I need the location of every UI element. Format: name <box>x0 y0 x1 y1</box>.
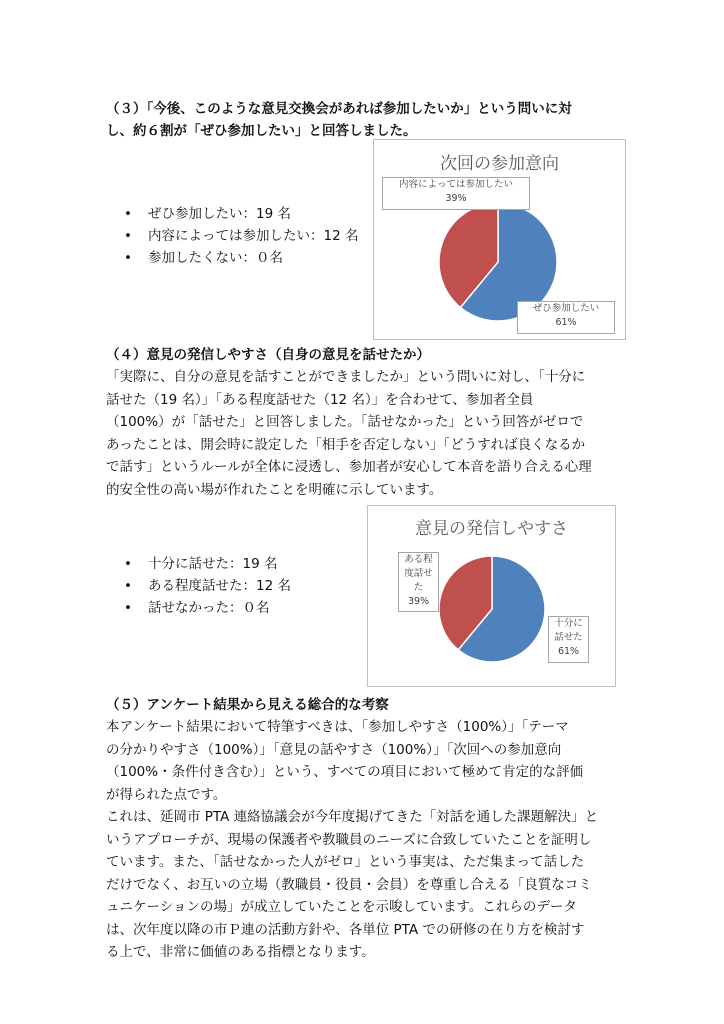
bullet-item: • 参加したくない：０名 <box>124 247 358 269</box>
section4-bullet-list <box>124 553 291 619</box>
data-label-yes <box>517 301 615 334</box>
data-label-name-line: 十分に <box>554 618 583 629</box>
bullet-item: • ある程度話せた：12 名 <box>124 575 291 597</box>
paragraph-line: が得られた点です。 <box>106 786 227 803</box>
data-label-somewhat <box>398 552 439 612</box>
data-label-depends <box>382 177 530 210</box>
data-label-fully <box>548 616 589 663</box>
participation-intent-chart <box>373 139 626 340</box>
data-label-name: ぜひ参加したい <box>532 303 600 314</box>
section3-heading <box>106 98 572 142</box>
data-label-value: 61% <box>555 317 577 328</box>
bullet-item: • 話せなかった：０名 <box>124 597 291 619</box>
data-label-name-line: ある程 <box>404 554 433 565</box>
paragraph-line: 的安全性の高い場が作れたことを明確に示しています。 <box>106 481 443 498</box>
chart-title: 意見の発信しやすさ <box>415 519 568 539</box>
paragraph-line: これは、延岡市 PTA 連絡協議会が今年度掲げてきた「対話を通した課題解決」と <box>106 809 599 825</box>
chart-title: 次回の参加意向 <box>440 154 559 174</box>
bullet-item: • 内容によっては参加したい：12 名 <box>124 225 358 247</box>
section5-heading: （５）アンケート結果から見える総合的な考察 <box>106 697 389 713</box>
paragraph-line: は、次年度以降の市Ｐ連の活動方針や、各単位 PTA での研修の在り方を検討す <box>106 921 585 938</box>
paragraph-line: ュニケーションの場」が成立していたことを示唆しています。これらのデータ <box>106 899 577 915</box>
data-label-value: 61% <box>557 646 580 657</box>
paragraph-line: 本アンケート結果において特筆すべきは、「参加しやすさ（100%）」「テーマ <box>106 719 569 735</box>
data-label-name-line: 度話せ <box>404 568 433 579</box>
section3-heading-line: し、約６割が「ぜひ参加したい」と回答しました。 <box>106 123 417 139</box>
data-label-name-line: た <box>413 582 424 593</box>
paragraph-line: あったことは、開会時に設定した「相手を否定しない」「どうすれば良くなるか <box>106 436 586 453</box>
paragraph-line: （100%・条件付き含む）」という、すべての項目において極めて肯定的な評価 <box>106 764 584 780</box>
paragraph-line: 話せた（19 名）」「ある程度話せた（12 名）」を合わせて、参加者全員 <box>106 391 534 408</box>
data-label-name-line: 話せた <box>554 632 583 643</box>
paragraph-line: の分かりやすさ（100%）」「意見の話やすさ（100%）」「次回への参加意向 <box>106 741 562 758</box>
paragraph-line: 「実際に、自分の意見を話すことができましたか」という問いに対し、「十分に <box>106 369 586 385</box>
section3-heading-line: （３）「今後、このような意見交換会があれば参加したいか」という問いに対 <box>106 101 572 117</box>
section5-paragraph <box>106 716 598 964</box>
data-label-name: 内容によっては参加したい <box>398 179 513 190</box>
paragraph-line: ています。また、「話せなかった人がゼロ」という事実は、ただ集まって話した <box>106 854 585 870</box>
bullet-item: • ぜひ参加したい：19 名 <box>124 203 358 225</box>
section4-paragraph <box>106 366 592 501</box>
paragraph-line: （100%）が「話せた」と回答しました。「話せなかった」という回答がゼロで <box>106 414 584 430</box>
paragraph-line: る上で、非常に価値のある指標となります。 <box>106 944 375 960</box>
section3-bullet-list <box>124 203 358 269</box>
speaking-ease-chart <box>367 505 616 687</box>
paragraph-line: で話す」というルールが全体に浸透し、参加者が安心して本音を語り合える心理 <box>106 459 592 475</box>
data-label-value: 39% <box>445 193 467 204</box>
data-label-value: 39% <box>407 596 430 607</box>
bullet-item: • 十分に話せた：19 名 <box>124 553 291 575</box>
paragraph-line: だけでなく、お互いの立場（教職員・役員・会員）を尊重し合える「良質なコミ <box>106 876 592 893</box>
paragraph-line: いうアプローチが、現場の保護者や教職員のニーズに合致していたことを証明し <box>106 831 592 848</box>
section4-heading: （４）意見の発信しやすさ（自身の意見を話せたか） <box>106 347 430 363</box>
